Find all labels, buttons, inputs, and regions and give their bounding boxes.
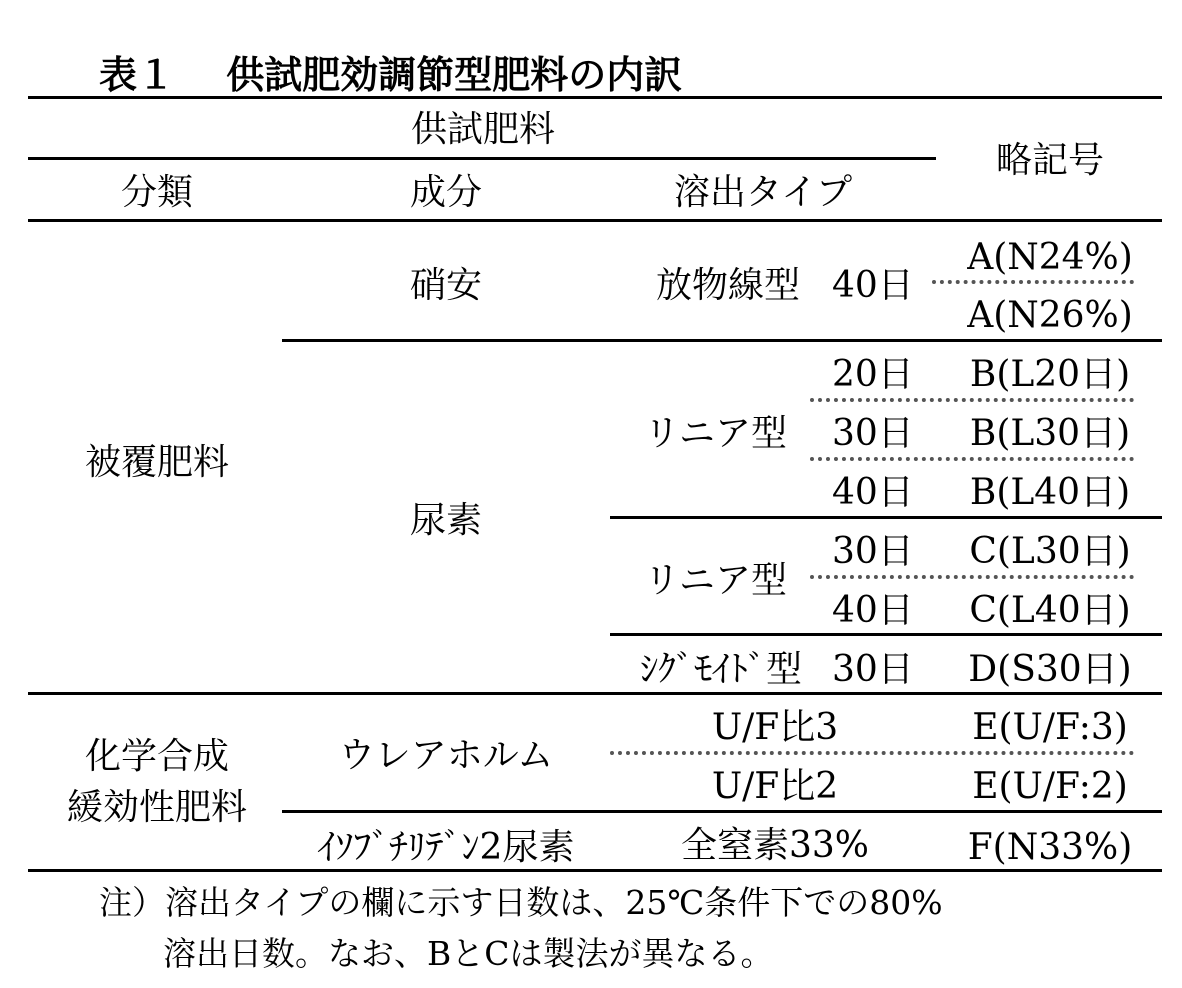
category-coated: 被覆肥料 <box>84 442 230 483</box>
section-rule <box>610 633 1162 636</box>
component-urea: 尿素 <box>409 500 483 541</box>
days-40-c: 40日 <box>832 590 914 631</box>
category-chem-line2: 緩効性肥料 <box>66 787 248 828</box>
abbr-cell: E(U/F:2) <box>972 766 1128 807</box>
release-linear-1: リニア型 <box>643 413 787 454</box>
days-40-b: 40日 <box>832 472 914 513</box>
header-abbr: 略記号 <box>995 140 1105 181</box>
dotted-rule <box>610 751 1134 755</box>
table-title: 表１ 供試肥効調節型肥料の内訳 <box>99 53 683 97</box>
top-rule <box>28 96 1162 99</box>
header-release-type: 溶出タイプ <box>673 172 853 213</box>
abbr-cell: D(S30日) <box>968 649 1132 690</box>
section-rule <box>610 516 1162 519</box>
section-rule <box>28 692 1162 695</box>
days-30-c: 30日 <box>832 649 914 690</box>
dotted-rule <box>810 457 1134 461</box>
abbr-cell: B(L20日) <box>969 354 1131 395</box>
abbr-cell: B(L40日) <box>969 472 1131 513</box>
header-bottom-rule <box>28 219 1162 222</box>
total-nitrogen: 全窒素33% <box>680 825 870 866</box>
days-30-a: 30日 <box>832 413 914 454</box>
days-40-a: 40日 <box>832 265 914 306</box>
section-rule <box>282 810 1162 813</box>
header-category: 分類 <box>120 172 194 213</box>
component-ibdu: ｲｿﾌﾞﾁﾘﾃﾞﾝ2尿素 <box>317 827 575 868</box>
abbr-cell: A(N26%) <box>967 295 1133 336</box>
abbr-cell: C(L30日) <box>969 531 1131 572</box>
days-30-b: 30日 <box>832 531 914 572</box>
category-chem-line1: 化学合成 <box>84 736 230 777</box>
release-sigmoid: ｼｸﾞﾓｲﾄﾞ型 <box>639 649 802 690</box>
section-rule <box>282 339 1162 342</box>
bottom-rule <box>28 869 1162 872</box>
release-linear-2: リニア型 <box>643 560 787 601</box>
uf-ratio-2: U/F比2 <box>711 766 839 807</box>
component-ureaform: ウレアホルム <box>338 735 554 776</box>
abbr-cell: B(L30日) <box>969 413 1131 454</box>
uf-ratio-3: U/F比3 <box>711 707 839 748</box>
header-component: 成分 <box>409 172 483 213</box>
dotted-rule <box>810 398 1134 402</box>
abbr-cell: C(L40日) <box>969 590 1131 631</box>
abbr-cell: A(N24%) <box>967 237 1133 278</box>
days-20: 20日 <box>832 354 914 395</box>
dotted-rule <box>932 280 1134 284</box>
footnote-line2: 溶出日数。なお、BとCは製法が異なる。 <box>163 934 774 973</box>
footnote-line1: 注）溶出タイプの欄に示す日数は、25℃条件下での80% <box>99 883 943 922</box>
component-nitrate: 硝安 <box>409 265 483 306</box>
abbr-cell: E(U/F:3) <box>972 707 1128 748</box>
group-rule <box>28 157 936 160</box>
dotted-rule <box>810 575 1134 579</box>
header-group: 供試肥料 <box>410 109 556 150</box>
abbr-cell: F(N33%) <box>967 827 1133 868</box>
release-parabolic: 放物線型 <box>655 265 800 306</box>
